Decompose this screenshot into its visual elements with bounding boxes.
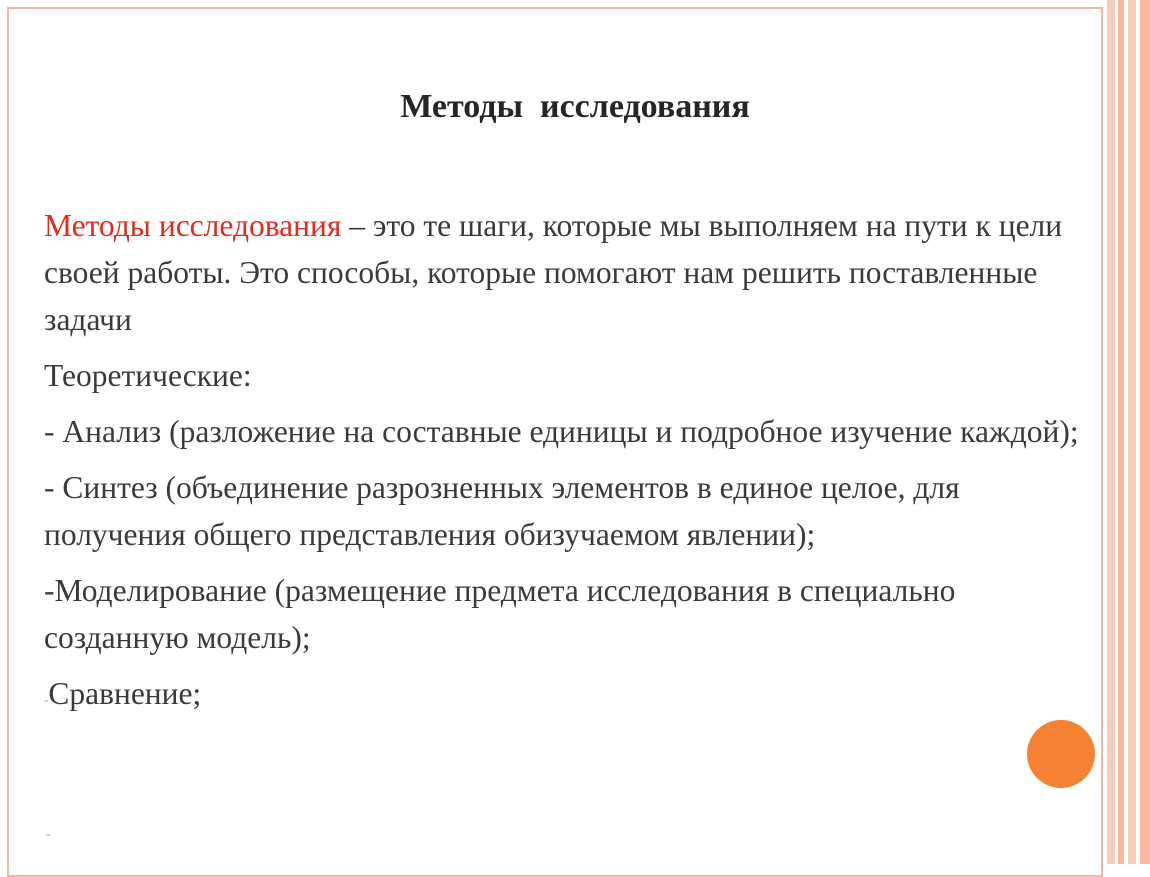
slide-body [44, 202, 1106, 732]
trailing-bullet-marker: - [46, 826, 51, 841]
decor-stripe [1107, 0, 1115, 864]
section-label: Теоретические: [44, 358, 252, 393]
slide-title: Методы исследования [400, 88, 750, 125]
list-item: - Синтез (объединение разрозненных элементов в единое целое, для получения общего представления обизучаемом явлении); [44, 470, 960, 552]
decor-stripe [1128, 0, 1136, 864]
intro-definition: – это те шаги, которые мы выполняем на пути к цели своей работы. Это способы, которые помогают нам решить поставленные задачи [44, 208, 1063, 337]
list-item-comparison [44, 670, 1106, 723]
list-item: - Анализ (разложение на составные единицы и подробное изучение каждой); [44, 414, 1079, 449]
decor-stripe [1118, 0, 1124, 864]
comparison-text: Сравнение; [48, 676, 202, 711]
bullet-marker: - [44, 692, 49, 707]
intro-paragraph [44, 202, 1106, 343]
list-item: -Моделирование (размещение предмета исследования в специально созданную модель); [44, 573, 956, 655]
intro-term: Методы исследования [44, 208, 342, 243]
decor-circle [1027, 720, 1095, 788]
decor-stripe [1140, 0, 1150, 864]
